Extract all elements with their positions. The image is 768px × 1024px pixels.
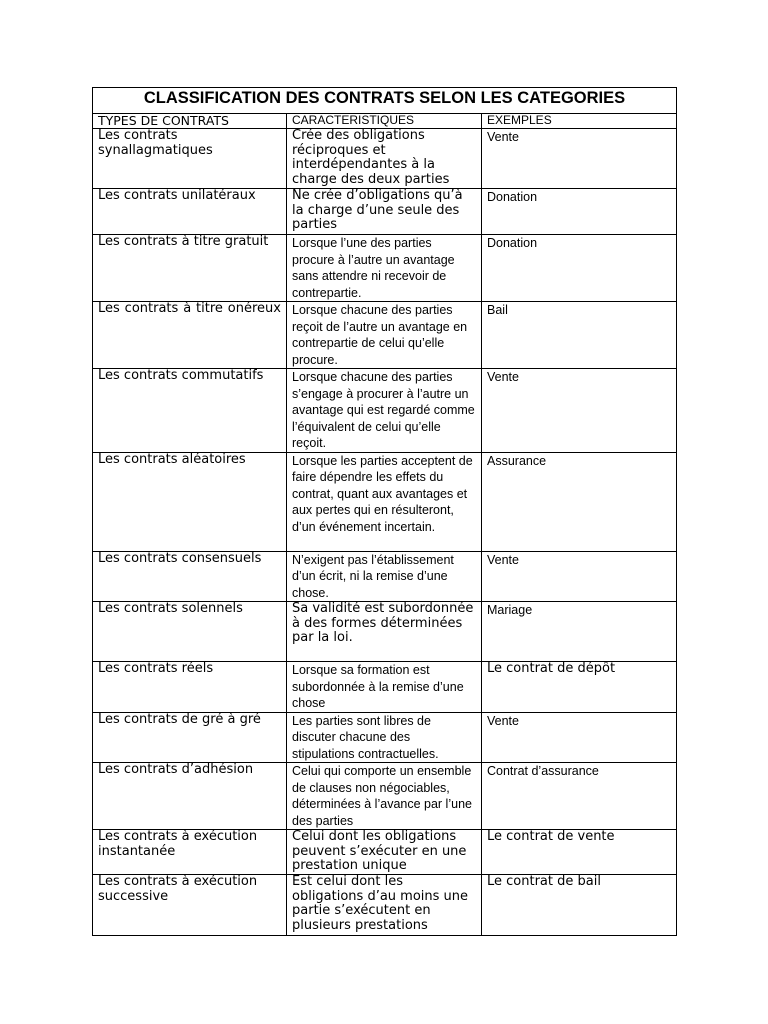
contract-example: Vente <box>482 551 677 602</box>
contract-type: Les contrats à titre gratuit <box>93 235 287 302</box>
table-row <box>93 662 677 713</box>
contract-type: Les contrats d’adhésion <box>93 763 287 830</box>
contract-type: Les contrats de gré à gré <box>93 712 287 763</box>
contract-type: Les contrats réels <box>93 662 287 713</box>
table-row <box>93 369 677 453</box>
title-row <box>93 88 677 114</box>
contract-characteristic: Est celui dont les obligations d’au moins une partie s’exécutent en plusieurs prestations <box>287 875 482 936</box>
table-row <box>93 875 677 936</box>
header-exemples: EXEMPLES <box>482 114 677 129</box>
contract-characteristic: Sa validité est subordonnée à des formes déterminées par la loi. <box>287 602 482 662</box>
contract-characteristic: Lorsque chacune des parties s’engage à procurer à l’autre un avantage qui est regardé comme l’équivalent de celui qu’elle reçoit. <box>287 369 482 453</box>
contract-characteristic: Celui qui comporte un ensemble de clauses non négociables, déterminées à l’avance par l’une des parties <box>287 763 482 830</box>
contract-example: Assurance <box>482 452 677 551</box>
contract-type: Les contrats unilatéraux <box>93 189 287 235</box>
contract-example: Le contrat de bail <box>482 875 677 936</box>
contract-type: Les contrats à titre onéreux <box>93 302 287 369</box>
contract-characteristic: N’exigent pas l’établissement d’un écrit, ni la remise d’une chose. <box>287 551 482 602</box>
contract-characteristic: Ne crée d’obligations qu’à la charge d’une seule des parties <box>287 189 482 235</box>
table-row <box>93 763 677 830</box>
contract-characteristic: Crée des obligations réciproques et interdépendantes à la charge des deux parties <box>287 129 482 189</box>
header-caracteristiques: CARACTERISTIQUES <box>287 114 482 129</box>
contract-example: Bail <box>482 302 677 369</box>
contract-characteristic: Lorsque chacune des parties reçoit de l’autre un avantage en contrepartie de celui qu’elle procure. <box>287 302 482 369</box>
table-row <box>93 452 677 551</box>
contracts-classification-table <box>92 87 677 936</box>
contract-example: Le contrat de dépôt <box>482 662 677 713</box>
contract-characteristic: Lorsque les parties acceptent de faire dépendre les effets du contrat, quant aux avantages et aux pertes qui en résulteront, d’un événement incertain. <box>287 452 482 551</box>
table-title: CLASSIFICATION DES CONTRATS SELON LES CATEGORIES <box>93 88 677 114</box>
table-row <box>93 830 677 875</box>
header-types: TYPES DE CONTRATS <box>93 114 287 129</box>
table-row <box>93 302 677 369</box>
contract-example: Le contrat de vente <box>482 830 677 875</box>
contract-example: Vente <box>482 129 677 189</box>
contract-characteristic: Lorsque sa formation est subordonnée à la remise d’une chose <box>287 662 482 713</box>
contract-characteristic: Les parties sont libres de discuter chacune des stipulations contractuelles. <box>287 712 482 763</box>
contract-example: Mariage <box>482 602 677 662</box>
table-row <box>93 235 677 302</box>
contract-type: Les contrats synallagmatiques <box>93 129 287 189</box>
table-row <box>93 189 677 235</box>
contract-type: Les contrats à exécution instantanée <box>93 830 287 875</box>
table-row <box>93 129 677 189</box>
contract-type: Les contrats commutatifs <box>93 369 287 453</box>
header-row <box>93 114 677 129</box>
contract-example: Vente <box>482 369 677 453</box>
table-row <box>93 602 677 662</box>
contract-type: Les contrats solennels <box>93 602 287 662</box>
contract-type: Les contrats à exécution successive <box>93 875 287 936</box>
contract-type: Les contrats consensuels <box>93 551 287 602</box>
contract-characteristic: Lorsque l’une des parties procure à l’autre un avantage sans attendre ni recevoir de contrepartie. <box>287 235 482 302</box>
contract-characteristic: Celui dont les obligations peuvent s’exécuter en une prestation unique <box>287 830 482 875</box>
table-row <box>93 551 677 602</box>
contract-type: Les contrats aléatoires <box>93 452 287 551</box>
contract-example: Contrat d’assurance <box>482 763 677 830</box>
contract-example: Vente <box>482 712 677 763</box>
contract-example: Donation <box>482 235 677 302</box>
table-row <box>93 712 677 763</box>
contract-example: Donation <box>482 189 677 235</box>
